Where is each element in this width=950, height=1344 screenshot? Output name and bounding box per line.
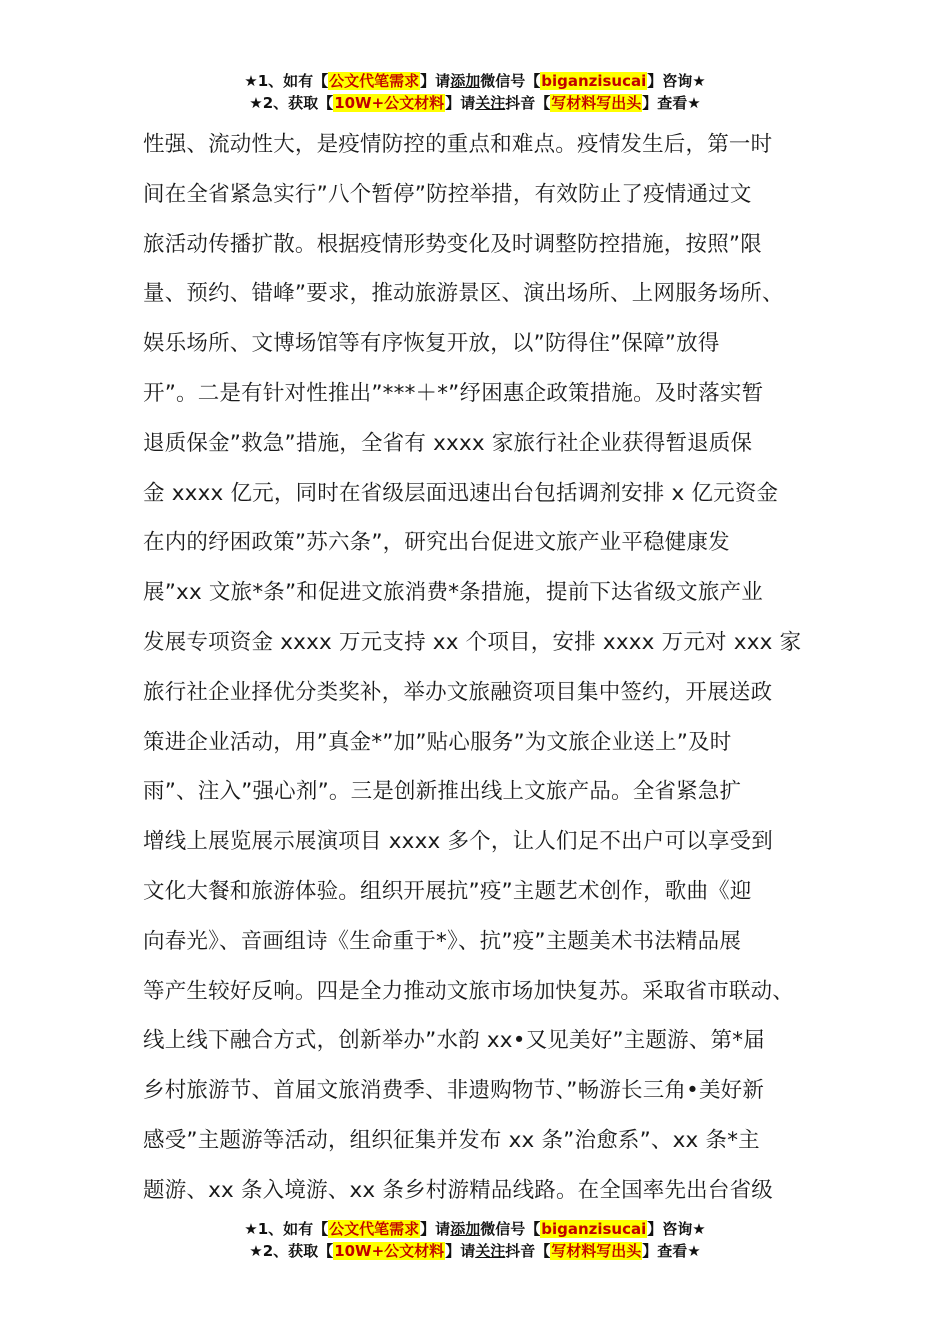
banner-text: 】查看★ xyxy=(642,94,701,112)
highlight-materials: 10W+公文材料 xyxy=(334,1242,445,1260)
banner-text: ★2、获取【 xyxy=(249,1242,334,1260)
text-line: 线上线下融合方式，创新举办”水韵 xx•又见美好”主题游、第*届 xyxy=(143,1028,765,1054)
text-line: 策进企业活动，用”真金*”加”贴心服务”为文旅企业送上”及时 xyxy=(143,729,732,755)
text-line: 旅活动传播扩散。根据疫情形势变化及时调整防控措施，按照”限 xyxy=(143,231,762,257)
text-line: 题游、xx 条入境游、xx 条乡村游精品线路。在全国率先出台省级 xyxy=(143,1177,773,1203)
header-banner xyxy=(0,70,950,114)
text-line: 等产生较好反响。四是全力推动文旅市场加快复苏。采取省市联动、 xyxy=(143,978,795,1004)
text-line: 在内的纾困政策”苏六条”，研究出台促进文旅产业平稳健康发 xyxy=(143,530,730,556)
banner-text: 抖音【 xyxy=(505,94,551,112)
banner-text: 微信号【 xyxy=(480,1220,541,1238)
banner-line-2 xyxy=(0,92,950,114)
highlight-douyin-account: 写材料写出头 xyxy=(551,1242,642,1260)
text-line: 间在全省紧急实行”八个暂停”防控举措，有效防止了疫情通过文 xyxy=(143,181,752,207)
banner-underlined-text: 添加 xyxy=(450,72,481,90)
banner-text: 】咨询★ xyxy=(647,72,706,90)
text-line: 文化大餐和旅游体验。组织开展抗”疫”主题艺术创作，歌曲《迎 xyxy=(143,878,752,904)
banner-line-1 xyxy=(0,1218,950,1240)
text-line: 开”。二是有针对性推出”***＋*”纾困惠企政策措施。及时落实暂 xyxy=(143,380,764,406)
banner-text: 】查看★ xyxy=(642,1242,701,1260)
banner-text: 】请 xyxy=(445,1242,476,1260)
banner-underlined-text: 关注 xyxy=(475,94,506,112)
text-line: 展”xx 文旅*条”和促进文旅消费*条措施，提前下达省级文旅产业 xyxy=(143,580,763,606)
highlight-wechat-id: biganzisucai xyxy=(541,1220,647,1238)
banner-text: 】请 xyxy=(420,1220,451,1238)
banner-text: ★1、如有【 xyxy=(244,72,329,90)
banner-text: 微信号【 xyxy=(480,72,541,90)
banner-text: 】咨询★ xyxy=(647,1220,706,1238)
text-line: 雨”、注入”强心剂”。三是创新推出线上文旅产品。全省紧急扩 xyxy=(143,779,742,805)
banner-line-2 xyxy=(0,1240,950,1262)
banner-text: ★2、获取【 xyxy=(249,94,334,112)
banner-text: 抖音【 xyxy=(505,1242,551,1260)
text-line: 性强、流动性大，是疫情防控的重点和难点。疫情发生后，第一时 xyxy=(143,132,773,157)
document-body xyxy=(143,120,813,1216)
highlight-writing-service: 公文代笔需求 xyxy=(329,1220,420,1238)
banner-text: 】请 xyxy=(420,72,451,90)
text-line: 退质保金”救急”措施，全省有 xxxx 家旅行社企业获得暂退质保 xyxy=(143,430,753,456)
text-line: 乡村旅游节、首届文旅消费季、非遗购物节、”畅游长三角•美好新 xyxy=(143,1078,765,1104)
banner-underlined-text: 关注 xyxy=(475,1242,506,1260)
text-line: 娱乐场所、文博场馆等有序恢复开放，以”防得住”保障”放得 xyxy=(143,331,720,357)
text-line: 旅行社企业择优分类奖补，举办文旅融资项目集中签约，开展送政 xyxy=(143,679,773,705)
banner-text: 】请 xyxy=(445,94,476,112)
highlight-writing-service: 公文代笔需求 xyxy=(329,72,420,90)
highlight-wechat-id: biganzisucai xyxy=(541,72,647,90)
text-line: 向春光》、音画组诗《生命重于*》、抗”疫”主题美术书法精品展 xyxy=(143,928,742,954)
text-line: 金 xxxx 亿元，同时在省级层面迅速出台包括调剂安排 x 亿元资金 xyxy=(143,480,779,506)
highlight-materials: 10W+公文材料 xyxy=(334,94,445,112)
banner-line-1 xyxy=(0,70,950,92)
text-line: 增线上展览展示展演项目 xxxx 多个，让人们足不出户可以享受到 xyxy=(143,829,773,855)
highlight-douyin-account: 写材料写出头 xyxy=(551,94,642,112)
text-line: 发展专项资金 xxxx 万元支持 xx 个项目，安排 xxxx 万元对 xxx 家 xyxy=(143,629,802,655)
banner-underlined-text: 添加 xyxy=(450,1220,481,1238)
footer-banner xyxy=(0,1218,950,1262)
text-line: 量、预约、错峰”要求，推动旅游景区、演出场所、上网服务场所、 xyxy=(143,281,784,307)
banner-text: ★1、如有【 xyxy=(244,1220,329,1238)
text-line: 感受”主题游等活动，组织征集并发布 xx 条”治愈系”、xx 条*主 xyxy=(143,1127,760,1153)
